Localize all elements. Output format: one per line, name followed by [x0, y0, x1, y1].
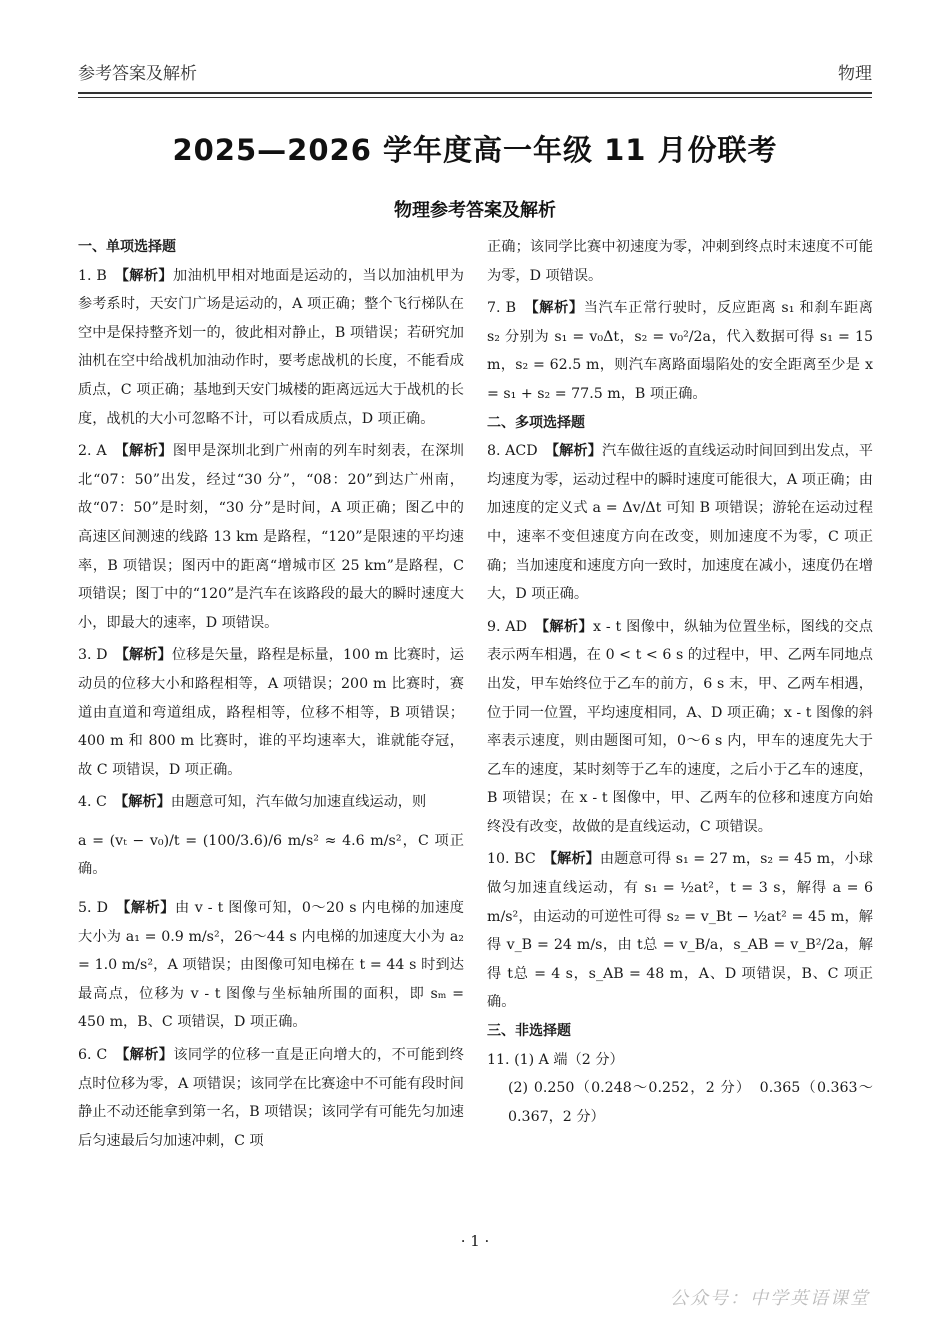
answer-key: 10. BC	[487, 851, 536, 868]
section-heading: 一、单项选择题	[78, 239, 176, 255]
analysis-tag: 【解析】	[550, 851, 600, 868]
answer-line: (2) 0.250（0.248～0.252，2 分） 0.365（0.363～0.367，2 分）	[508, 1080, 873, 1125]
page-header	[78, 52, 872, 90]
answer-item	[78, 262, 464, 434]
answer-key: 4. C	[78, 794, 107, 811]
analysis-tag: 【解析】	[121, 794, 171, 811]
formula: a = (vₜ − v₀)/t = (100/3.6)/6 m/s² ≈ 4.6 m/s²，C 项正确。	[78, 832, 464, 878]
answer-key: 3. D	[78, 647, 108, 664]
answer-text: 由 v - t 图像可知，0～20 s 内电梯的加速度大小为 a₁ = 0.9 m/s²，26～44 s 内电梯的加速度大小为 a₂ = 1.0 m/s²，A 项错误；由图像可知电梯在 t = 44 s 时到达最高点，位移为 v - t 图像与坐标轴所围的面积，即 sₘ = 450 m，B、C 项错误，D 项正确。	[78, 900, 464, 1031]
analysis-tag: 【解析】	[121, 647, 172, 664]
section-heading: 二、多项选择题	[487, 414, 585, 431]
header-right: 物理	[838, 63, 872, 84]
answer-key: 5. D	[78, 900, 108, 917]
answer-key: 8. ACD	[487, 443, 538, 460]
header-left: 参考答案及解析	[78, 63, 197, 84]
right-column	[487, 233, 873, 1131]
answer-text: x - t 图像中，纵轴为位置坐标，图线的交点表示两车相遇，在 0 < t < 6 s 的过程中，甲、乙两车同地点出发，甲车始终位于乙车的前方，6 s 末，甲、乙两车相遇，位于同一位置，平均速度相同，A、D 项正确；x - t 图像的斜率表示速度，则由题图可知，0～6 s 内，甲车的速度先大于乙车的速度，某时刻等于乙车的速度，之后小于乙车的速度，B 项错误；在 x - t 图像中，甲、乙两车的位移和速度方向始终没有改变，故做的是直线运动，C 项错误。	[487, 618, 873, 835]
answer-key: 1. B	[78, 267, 107, 284]
answer-item	[78, 437, 464, 637]
answer-text-continued: 正确；该同学比赛中初速度为零，冲刺到终点时末速度不可能为零，D 项错误。	[487, 239, 873, 284]
answer-item	[487, 294, 873, 408]
answer-text: 加油机甲相对地面是运动的，当以加油机甲为参考系时，天安门广场是运动的，A 项正确；整个飞行梯队在空中是保持整齐划一的，彼此相对静止，B 项错误；若研究加油机在空中给战机加油动作时，要考虑战机的长度，不能看成质点，C 项正确；基地到天安门城楼的距离远远大于战机的长度，战机的大小可忽略不计，可以看成质点，D 项正确。	[78, 267, 464, 427]
answer-key: 7. B	[487, 300, 517, 317]
answer-text: 位移是矢量，路程是标量，100 m 比赛时，运动员的位移大小和路程相等，A 项错误；200 m 比赛时，赛道由直道和弯道组成，路程相等，位移不相等，B 项错误；400 m 和 800 m 比赛时，谁的平均速率大，谁就能夺冠，故 C 项错误，D 项正确。	[78, 647, 464, 778]
answer-key: 6. C	[78, 1047, 108, 1064]
page-number: · 1 ·	[460, 1232, 490, 1250]
answer-text: 该同学的位移一直是正向增大的，不可能到终点时位移为零，A 项错误；该同学在比赛途中不可能有段时间静止不动还能拿到第一名，B 项错误；该同学有可能先匀加速后匀速最后匀加速冲刺，C 项	[78, 1047, 464, 1149]
answer-text: 汽车做往返的直线运动时间回到出发点，平均速度为零，运动过程中的瞬时速度可能很大，A 项正确；由加速度的定义式 a = Δv/Δt 可知 B 项错误；游轮在运动过程中，速率不变但速度方向在改变，则加速度不为零，C 项正确；当加速度和速度方向一致时，加速度在减小，速度仍在增大，D 项正确。	[487, 443, 873, 603]
answer-text: 图甲是深圳北到广州南的列车时刻表，在深圳北“07：50”出发，经过“30 分”，“08：20”到达广州南，故“07：50”是时刻，“30 分”是时间，A 项正确；图乙中的高速区间测速的线路 13 km 是路程，“120”是限速的平均速率，B 项错误；图丙中的距离“增城市区 25 km”是路程，C 项错误；图丁中的“120”是汽车在该路段的最大的瞬时速度大小，即最大的速率，D 项错误。	[78, 443, 464, 631]
answer-item	[78, 894, 464, 1037]
answer-key: 2. A	[78, 443, 107, 460]
header-rule	[78, 92, 872, 98]
answer-line: 11. (1) A 端（2 分）	[487, 1051, 624, 1068]
answer-key: 9. AD	[487, 618, 528, 635]
analysis-tag: 【解析】	[123, 900, 175, 917]
answer-item	[487, 613, 873, 842]
answer-item	[78, 641, 464, 784]
analysis-tag: 【解析】	[541, 618, 594, 635]
analysis-tag: 【解析】	[121, 443, 173, 460]
answer-item	[487, 845, 873, 1017]
analysis-tag: 【解析】	[551, 443, 602, 460]
answer-item	[487, 437, 873, 609]
page-subtitle: 物理参考答案及解析	[394, 200, 556, 221]
analysis-tag: 【解析】	[121, 267, 173, 284]
page-title: 2025—2026 学年度高一年级 11 月份联考	[172, 133, 778, 167]
answer-item	[487, 1046, 873, 1132]
left-column	[78, 233, 464, 1155]
analysis-tag: 【解析】	[122, 1047, 174, 1064]
analysis-tag: 【解析】	[531, 300, 584, 317]
answer-text: 由题意可知，汽车做匀加速直线运动，则	[170, 794, 427, 811]
answer-text: 当汽车正常行驶时，反应距离 s₁ 和刹车距离 s₂ 分别为 s₁ = v₀Δt，s₂ = v₀²/2a，代入数据可得 s₁ = 15 m，s₂ = 62.5 m，则汽车离路面塌陷处的安全距离至少是 x = s₁ + s₂ = 77.5 m，B 项正确。	[487, 300, 873, 402]
section-heading: 三、非选择题	[487, 1023, 571, 1040]
watermark: 公众号：中学英语课堂	[670, 1288, 870, 1309]
answer-item	[78, 788, 464, 884]
answer-text: 由题意可得 s₁ = 27 m，s₂ = 45 m，小球做匀加速直线运动，有 s₁ = ½at²，t = 3 s，解得 a = 6 m/s²，由运动的可逆性可得 s₂ = v_Bt − ½at² = 45 m，解得 v_B = 24 m/s，由 t总 = v_B/a，s_AB = v_B²/2a，解得 t总 = 4 s，s_AB = 48 m，A、D 项错误，B、C 项正确。	[487, 851, 873, 1011]
answer-item	[78, 1041, 464, 1155]
